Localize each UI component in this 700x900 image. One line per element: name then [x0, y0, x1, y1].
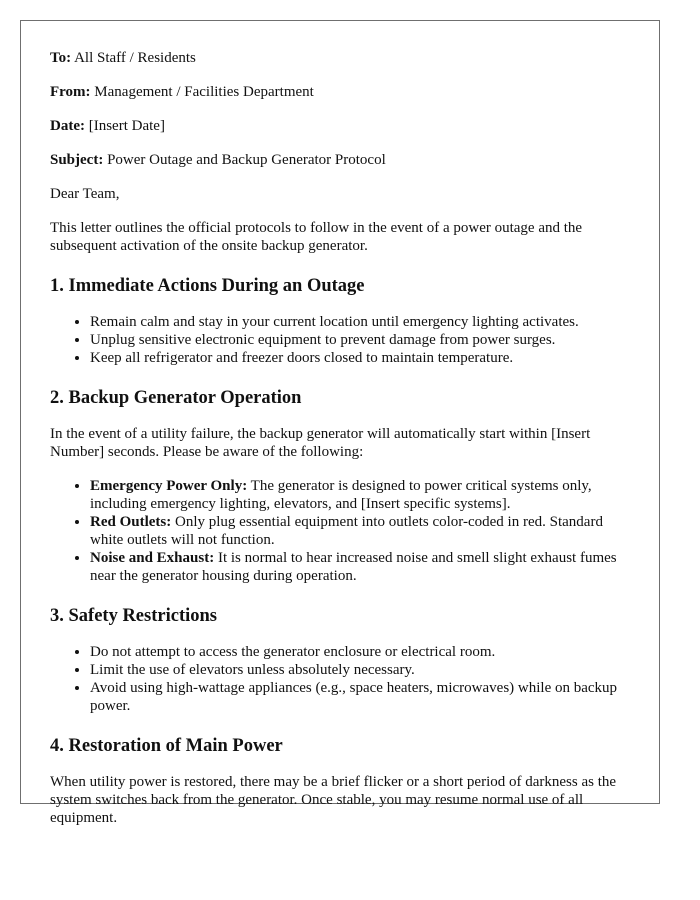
item-text: The generator is designed to power critical systems only, including emergency lighting, elevators, and [Insert specific systems]. [90, 478, 592, 512]
list-item: • Remain calm and stay in your current location until emergency lighting activates. [90, 313, 629, 331]
date-line [50, 117, 629, 135]
from-line [50, 83, 629, 101]
to-value: All Staff / Residents [74, 50, 196, 66]
greeting: Dear Team, [50, 186, 120, 202]
item-text: It is normal to hear increased noise and smell slight exhaust fumes near the generator housing during operation. [90, 550, 617, 584]
list-item [90, 549, 629, 585]
section-heading: 2. Backup Generator Operation [50, 388, 302, 408]
list-item: • Limit the use of elevators unless absolutely necessary. [90, 661, 629, 679]
list-item [90, 477, 629, 513]
bullet-list [50, 477, 629, 585]
list-item: • Do not attempt to access the generator enclosure or electrical room. [90, 643, 629, 661]
item-text: Only plug essential equipment into outlets color-coded in red. Standard white outlets will not function. [90, 514, 603, 548]
list-item [90, 513, 629, 549]
letter-body [21, 21, 659, 827]
subject-line [50, 151, 629, 169]
list-item: • Unplug sensitive electronic equipment to prevent damage from power surges. [90, 331, 629, 349]
from-label: From: [50, 84, 91, 100]
date-label: Date: [50, 118, 85, 134]
from-value: Management / Facilities Department [94, 84, 314, 100]
section-heading: 3. Safety Restrictions [50, 606, 217, 626]
bullet-list [50, 643, 629, 715]
item-label: Emergency Power Only: [90, 478, 248, 494]
section-heading: 1. Immediate Actions During an Outage [50, 276, 365, 296]
subject-label: Subject: [50, 152, 104, 168]
to-line [50, 49, 629, 67]
to-label: To: [50, 50, 72, 66]
section-paragraph: When utility power is restored, there may be a brief flicker or a short period of darkness as the system switches back from the generator. Once stable, you may resume normal use of all equipment. [50, 774, 617, 826]
date-value: [Insert Date] [88, 118, 165, 134]
list-item: • Avoid using high-wattage appliances (e.g., space heaters, microwaves) while on backup power. [90, 679, 629, 715]
bullet-list [50, 313, 629, 367]
item-label: Red Outlets: [90, 514, 172, 530]
section-paragraph: In the event of a utility failure, the backup generator will automatically start within [Insert Number] seconds. Please be aware of the following: [50, 426, 591, 460]
list-item: • Keep all refrigerator and freezer doors closed to maintain temperature. [90, 349, 629, 367]
item-label: Noise and Exhaust: [90, 550, 215, 566]
letter-document [20, 20, 660, 826]
subject-value: Power Outage and Backup Generator Protocol [107, 152, 386, 168]
intro-paragraph: This letter outlines the official protocols to follow in the event of a power outage and the subsequent activation of the onsite backup generator. [50, 220, 583, 254]
section-heading: 4. Restoration of Main Power [50, 736, 283, 756]
